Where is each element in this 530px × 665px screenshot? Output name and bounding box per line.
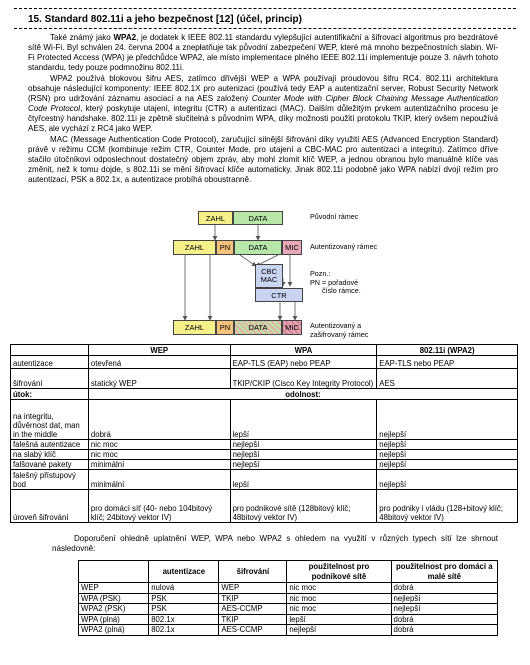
table-cell: úroveň šifrování	[11, 490, 89, 523]
note-label	[310, 270, 361, 296]
table-cell: pro podniky i vládu (128+bitový klíč; 48bitový vektor IV)	[377, 490, 518, 523]
auth-mic-box: MIC	[282, 240, 302, 255]
table-cell: nejlepší	[230, 440, 377, 450]
table-cell: lepší	[230, 400, 377, 440]
header-cell: použitelnost pro podnikové sítě	[287, 561, 391, 583]
enc-mic-box: MIC	[282, 320, 302, 335]
table-cell: lepší	[287, 614, 391, 625]
table-cell: pro domácí síť (40- nebo 104bitový klíč; 24bitový vektor IV)	[88, 490, 230, 523]
table-cell: WPA (PSK)	[79, 593, 149, 604]
heading-rule	[14, 28, 516, 29]
p2-part-a: WPA2 používá blokovou šifru AES, zatímco dřívější WEP a WPA používají proudovou šifru RC4. 802.11i architektura obsahuje následující komponenty: IEEE 802.1X pro autenizaci (používá tedy EAP a autentizační server, Robust Security Network (RSN) pro udržování záznamu asociací a na AES založený	[28, 73, 498, 103]
table-cell: nulová	[149, 583, 219, 594]
table-cell: otevřená	[88, 356, 230, 369]
table-cell: PSK	[149, 593, 219, 604]
table-cell: falešný přístupový bod	[11, 470, 89, 490]
table-row	[79, 593, 498, 604]
recommendation-text: Doporučení ohledně uplatnění WEP, WPA nebo WPA2 s ohledem na využití v různých typech sítí lze shrnout následovně:	[52, 534, 498, 554]
table-cell: statický WEP	[88, 369, 230, 389]
table-cell: 802.1x	[149, 625, 219, 636]
section-right: odolnost:	[88, 389, 517, 400]
table-cell: TKIP	[219, 614, 287, 625]
p2-italic: Counter Mode with Cipher Block Chaining Message Authentication Code Protocol	[28, 93, 498, 114]
table-cell: WPA (plná)	[79, 614, 149, 625]
table-cell: nejlepší	[287, 625, 391, 636]
header-cell: použitelnost pro domácí a malé sítě	[391, 561, 497, 583]
header-cell	[79, 561, 149, 583]
table-cell: nejlepší	[391, 593, 497, 604]
auth-data-box: DATA	[234, 240, 282, 255]
paragraph-2	[28, 74, 498, 135]
table-cell: na integritu, důvěrnost dat, man in the middle	[11, 400, 89, 440]
p1-bold: WPA2	[113, 33, 137, 42]
orig-zahl-box: ZAHL	[198, 211, 233, 225]
p1-part-c: , je dodatek k IEEE 802.11 standardu vylepšující autentifikační a šifrovací algoritmus pro bezdrátové sítě Wi-Fi. Byl schválen 24. června 2004 a znepłatňuje tak původní zabezpečení WEP, které má mnoho bezpečnostních slabin. Wi-Fi Protected Access (WPA) je předchůdce WPA2, ale místo implementace plného IEEE 802.11i implementuje pouze 3. návrh tohoto standardu, tedy pouze podmnožinu 802.11i.	[28, 33, 498, 73]
table-cell: TKIP	[219, 593, 287, 604]
auth-pn-box: PN	[216, 240, 234, 255]
table-cell: nic moc	[88, 440, 230, 450]
table-row	[11, 356, 518, 369]
table-cell: nic moc	[287, 593, 391, 604]
table-cell: nic moc	[88, 450, 230, 460]
table-cell: nejlepší	[377, 460, 518, 470]
table-cell: AES-CCMP	[219, 625, 287, 636]
header-cell: autentizace	[149, 561, 219, 583]
intro-text	[28, 33, 498, 185]
enc-line-2: zašifrovaný rámec	[310, 329, 369, 339]
table-cell: autentizace	[11, 356, 89, 369]
table-row	[11, 400, 518, 440]
table-cell: nic moc	[287, 604, 391, 615]
table-cell: WEP	[79, 583, 149, 594]
table-header-row	[11, 345, 518, 356]
table-cell: nejlepší	[377, 470, 518, 490]
enc-data-box: DATA	[234, 320, 282, 335]
table-cell: PSK	[149, 604, 219, 615]
header-cell: 802.11i (WPA2)	[377, 345, 518, 356]
table-cell: nejlepší	[230, 450, 377, 460]
note-line-3: číslo rámce.	[322, 286, 361, 295]
table-cell: falšované pakety	[11, 460, 89, 470]
note-line-1: Pozn.:	[310, 269, 331, 278]
table-cell: dobrá	[391, 625, 497, 636]
table-row	[11, 369, 518, 389]
label-original-frame: Původní rámec	[310, 212, 359, 221]
paragraph-1	[28, 33, 498, 74]
table-cell: šifrování	[11, 369, 89, 389]
table-cell: na slabý klíč	[11, 450, 89, 460]
auth-zahl-box: ZAHL	[173, 240, 216, 255]
note-line-2: PN = pořadové	[310, 277, 359, 287]
table-cell: TKIP/CKIP (Cisco Key Integrity Protocol)	[230, 369, 377, 389]
header-cell: WEP	[88, 345, 230, 356]
section-row	[11, 389, 518, 400]
table-row	[11, 450, 518, 460]
table-row	[79, 604, 498, 615]
header-cell	[11, 345, 89, 356]
table-cell: minimální	[88, 470, 230, 490]
table-cell: lepší	[230, 470, 377, 490]
comparison-table	[10, 344, 518, 523]
table-cell: dobrá	[391, 583, 497, 594]
ccmp-diagram	[170, 208, 470, 344]
table-cell: pro podnikové sítě (128bitový klíč; 48bitový vektor IV)	[230, 490, 377, 523]
table-cell: nejlepší	[377, 400, 518, 440]
table-row	[79, 614, 498, 625]
table-cell: 802.1x	[149, 614, 219, 625]
table-row	[11, 460, 518, 470]
table-cell: dobrá	[88, 400, 230, 440]
p2-part-c: , který poskytuje utajení, integritu (CTR) a autentizaci (MAC). Dalším důležitým prvkem autentizačního procesu je čtyřcestný handshake. 802.11i je zpětně slučitelná s původním WPA, díky možnosti použití protokolu TKIP, který ovšem nepoužívá AES, ale vychází z RC4 jako WEP.	[28, 104, 498, 134]
table-row	[11, 440, 518, 450]
mac-label: MAC	[260, 275, 278, 284]
table-cell: nejlepší	[230, 460, 377, 470]
section-heading: 15. Standard 802.11i a jeho bezpečnost [12] (účel, princip)	[28, 14, 302, 25]
orig-data-box: DATA	[233, 211, 283, 225]
enc-zahl-box: ZAHL	[173, 320, 216, 335]
table-cell: WPA2 (PSK)	[79, 604, 149, 615]
p1-part-a: Také známý jako	[50, 33, 114, 42]
table-header-row	[79, 561, 498, 583]
cbc-label: CBC	[261, 267, 277, 276]
header-cell: šifrování	[219, 561, 287, 583]
recommendation-table	[78, 560, 498, 636]
ctr-box: CTR	[255, 288, 303, 302]
cbc-mac-box	[255, 264, 283, 288]
label-enc-frame	[310, 322, 368, 339]
table-cell: dobrá	[391, 614, 497, 625]
table-cell: nejlepší	[391, 604, 497, 615]
top-rule	[14, 8, 516, 9]
table-cell: WPA2 (plná)	[79, 625, 149, 636]
paragraph-3: MAC (Message Authentication Code Protocol), zaručující silnější šifrování díky využití AES (Advanced Encryption Standard) právě v režimu CCM (kombinuje režim CTR, Counter Mode, pro utajení a CBC-MAC pro autentizaci a integritu). Zatímco dříve stačilo útočníkovi odposlechnout dostatečný objem zpráv, aby mohl zlomit klíč WEP, a jednou obranou bylo manuálně klíče vas změnit, než k tomu dojde, s 802.11i se mění šifrovací klíče automaticky. Jinak 802.11i podobně jako WPA nabízí dvojí režim pro autentizaci, PSK a 802.1x, a autentizace probíhá oboustranně.	[28, 134, 498, 185]
table-cell: AES	[377, 369, 518, 389]
table-cell: falešná autentizace	[11, 440, 89, 450]
table-cell: nejlepší	[377, 440, 518, 450]
table-cell: EAP-TLS (EAP) nebo PEAP	[230, 356, 377, 369]
table-row	[11, 490, 518, 523]
section-left: útok:	[11, 389, 89, 400]
table-cell: nic moc	[287, 583, 391, 594]
enc-pn-box: PN	[216, 320, 234, 335]
table-cell: EAP-TLS nebo PEAP	[377, 356, 518, 369]
table-row	[11, 470, 518, 490]
table-cell: minimální	[88, 460, 230, 470]
table-cell: WEP	[219, 583, 287, 594]
enc-line-1: Autentizovaný a	[310, 321, 362, 330]
table-row	[79, 583, 498, 594]
table-cell: AES-CCMP	[219, 604, 287, 615]
table-row	[79, 625, 498, 636]
header-cell: WPA	[230, 345, 377, 356]
table-cell: nejlepší	[377, 450, 518, 460]
label-auth-frame: Autentizovaný rámec	[310, 242, 378, 251]
